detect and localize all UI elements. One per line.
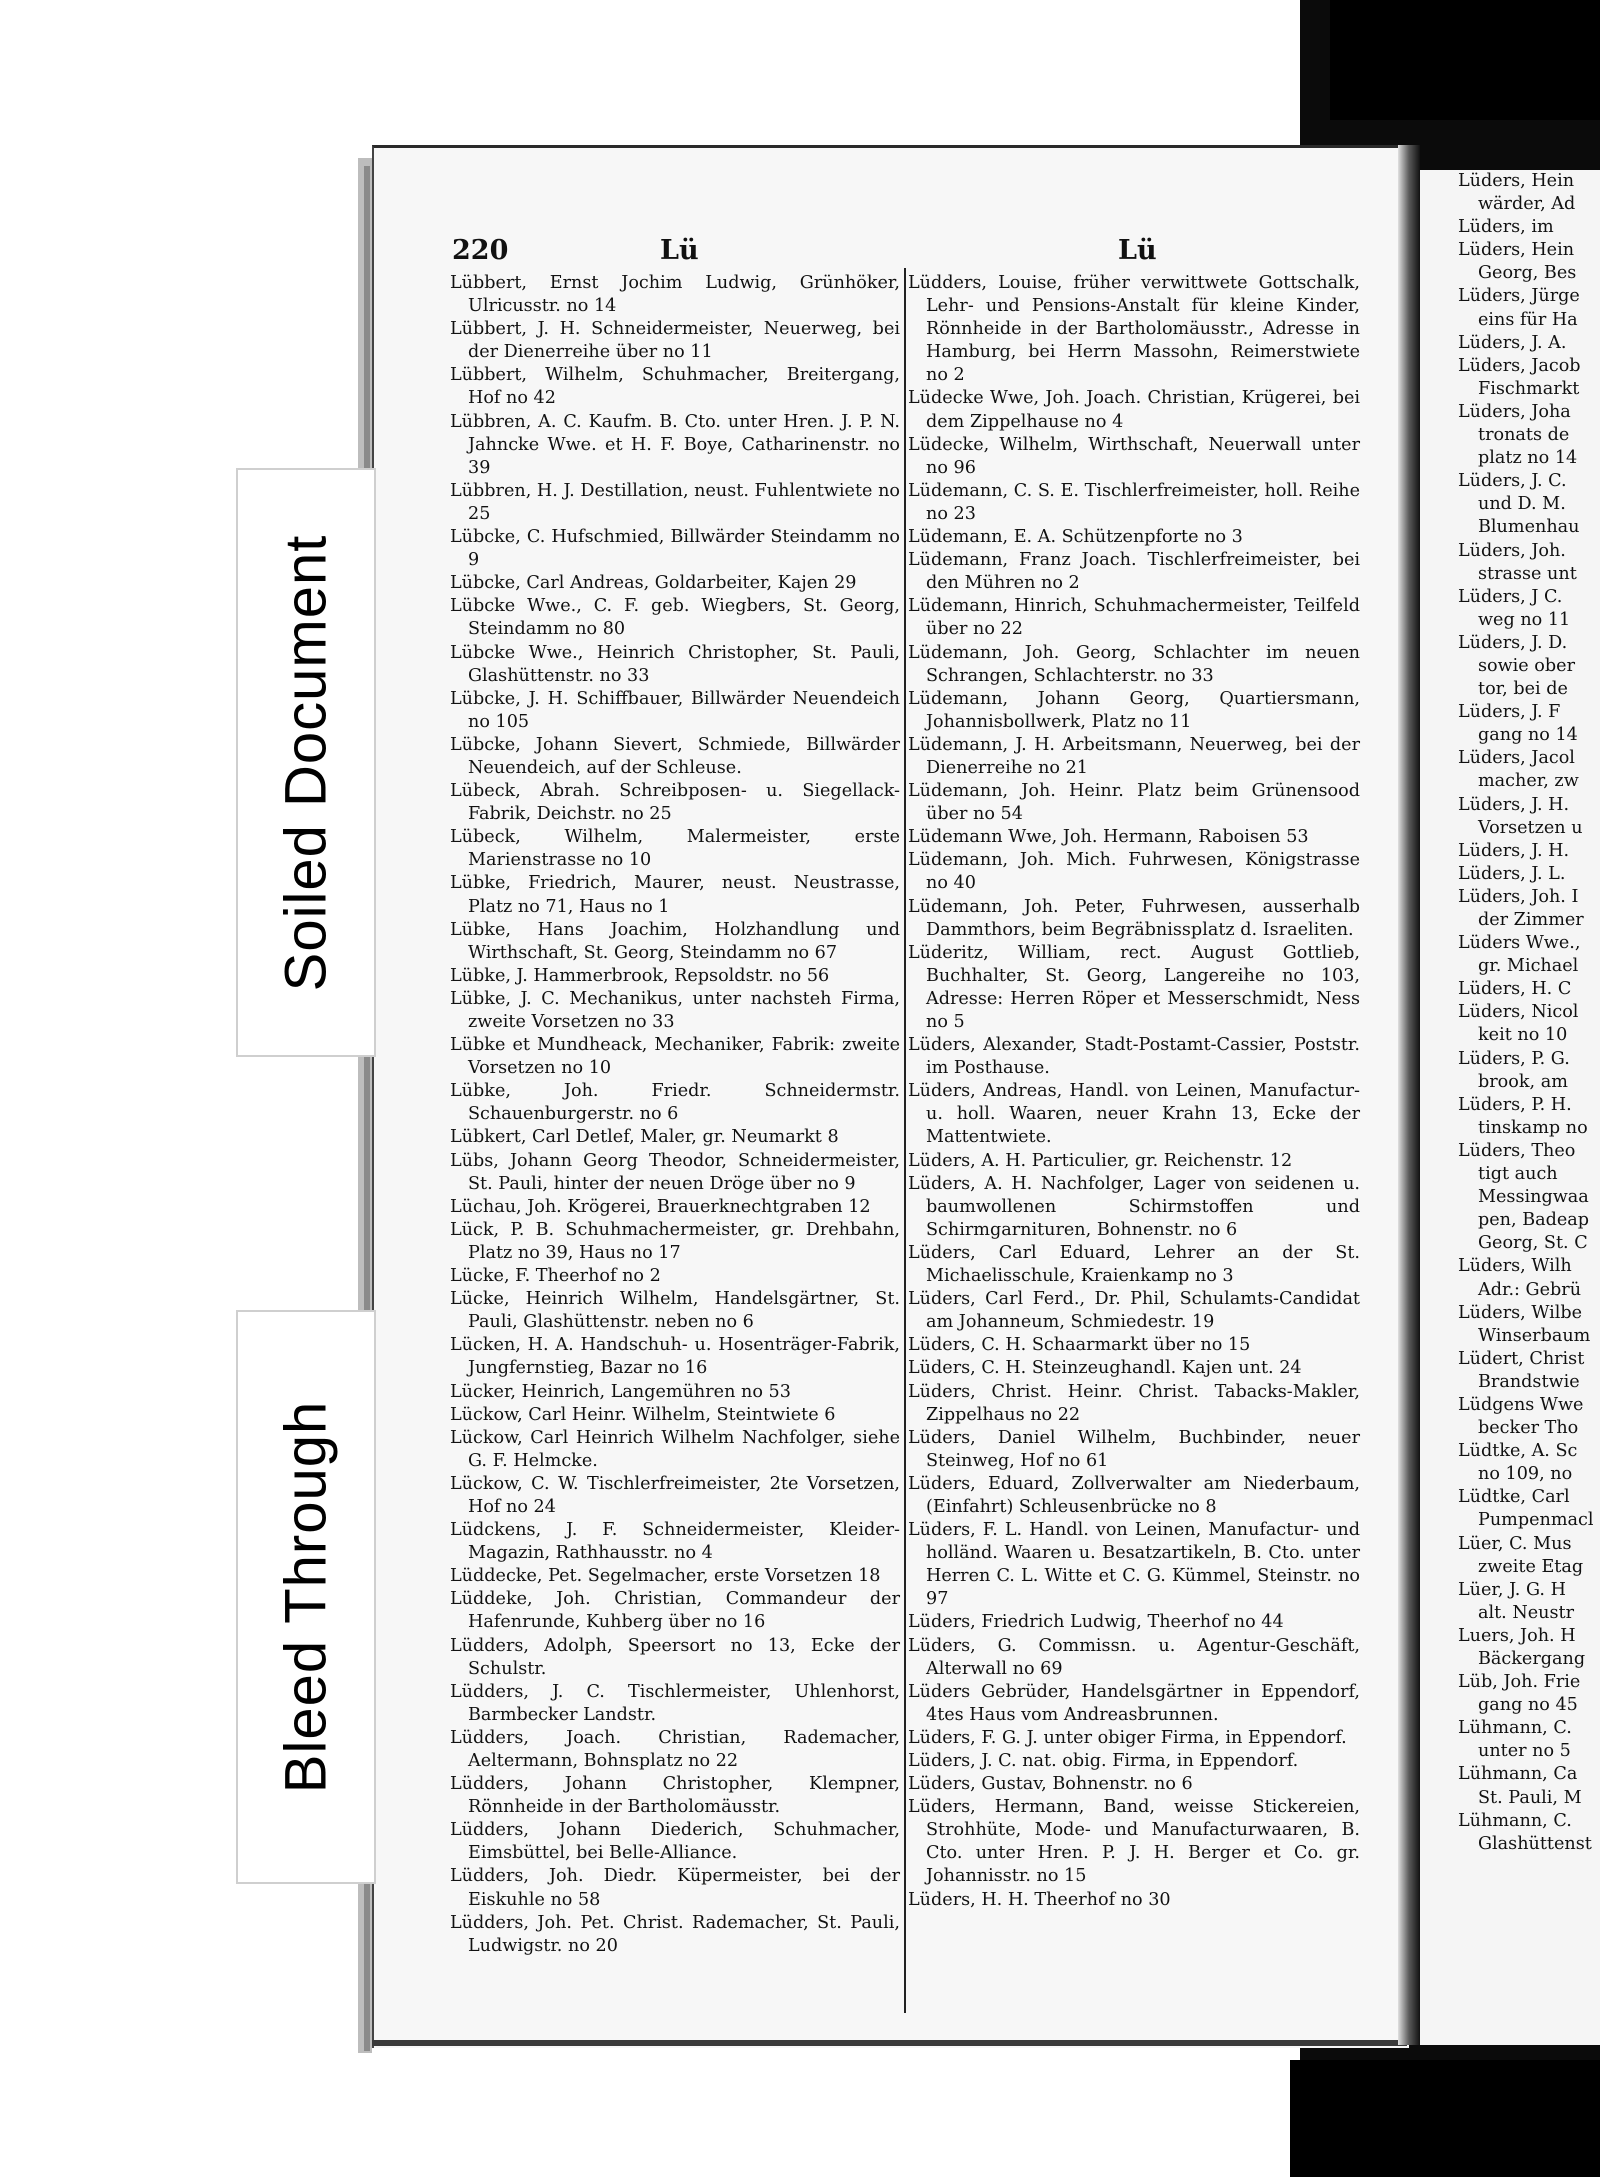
facing-page-line: Pumpenmacl bbox=[1478, 1510, 1594, 1531]
directory-entry: Lübke, J. Hammerbrook, Repsoldstr. no 56 bbox=[450, 965, 830, 986]
directory-entry: Lüders, Christ. Heinr. Christ. Tabacks-Makler, Zippelhaus no 22 bbox=[908, 1381, 1360, 1425]
facing-page-line: Lüders, im bbox=[1458, 217, 1554, 238]
facing-page-line: platz no 14 bbox=[1478, 448, 1578, 469]
facing-page-line: Lüders, Joh. bbox=[1458, 540, 1566, 561]
directory-entry: Lüders, Alexander, Stadt-Postamt-Cassier, Poststr. im Posthause. bbox=[908, 1035, 1360, 1079]
facing-page-line: weg no 11 bbox=[1478, 609, 1571, 630]
directory-entry: Lüdemann, C. S. E. Tischlerfreimeister, holl. Reihe no 23 bbox=[908, 480, 1360, 524]
directory-entry: Lücken, H. A. Handschuh- u. Hosenträger-Fabrik, Jungfernstieg, Bazar no 16 bbox=[450, 1335, 900, 1379]
facing-page-line: Lüders, J. A. bbox=[1458, 332, 1567, 353]
directory-entry: Lüdemann Wwe, Joh. Hermann, Raboisen 53 bbox=[908, 827, 1309, 848]
left-running-head: Lü bbox=[660, 235, 699, 266]
directory-entry: Lüders, H. H. Theerhof no 30 bbox=[908, 1889, 1171, 1910]
facing-page-line: Lühmann, Ca bbox=[1458, 1764, 1578, 1785]
facing-page-line: Lüders, J. H. bbox=[1458, 794, 1570, 815]
facing-page-line: Luers, Joh. H bbox=[1458, 1625, 1576, 1646]
directory-entry: Lüdemann, Franz Joach. Tischlerfreimeister, bei den Mühren no 2 bbox=[908, 550, 1360, 594]
directory-entry: Lübke, J. C. Mechanikus, unter nachsteh Firma, zweite Vorsetzen no 33 bbox=[450, 988, 900, 1032]
facing-page-line: brook, am bbox=[1478, 1071, 1568, 1092]
facing-page-line: tronats de bbox=[1478, 425, 1570, 446]
facing-page-line: Fischmarkt bbox=[1478, 378, 1580, 399]
directory-entry: Lüdemann, Joh. Peter, Fuhrwesen, ausserhalb Dammthors, beim Begräbnissplatz d. Israeliten. bbox=[908, 896, 1360, 940]
directory-entry: Lückow, Carl Heinr. Wilhelm, Steintwiete 6 bbox=[450, 1404, 836, 1425]
facing-page-line: Blumenhau bbox=[1478, 517, 1580, 538]
facing-page-text bbox=[1420, 170, 1600, 1856]
facing-page-line: tigt auch bbox=[1478, 1164, 1558, 1185]
facing-page-line: Lüdtke, A. Sc bbox=[1458, 1441, 1578, 1462]
facing-page-line: Lüders, P. G. bbox=[1458, 1048, 1570, 1069]
facing-page-line: Lüer, C. Mus bbox=[1458, 1533, 1572, 1554]
facing-page-line: gang no 45 bbox=[1478, 1695, 1578, 1716]
directory-entry: Lüders, J. C. nat. obig. Firma, in Eppendorf. bbox=[908, 1751, 1299, 1771]
directory-entry: Lübbert, J. H. Schneidermeister, Neuerweg, bei der Dienerreihe über no 11 bbox=[450, 319, 900, 363]
facing-page-line: Lüders, Joha bbox=[1458, 401, 1571, 422]
directory-entry: Lübbert, Ernst Jochim Ludwig, Grünhöker, Ulricusstr. no 14 bbox=[450, 273, 900, 317]
left-column bbox=[450, 272, 900, 1958]
facing-page-line: Lüders, Jacol bbox=[1458, 748, 1575, 769]
column-divider bbox=[904, 268, 906, 2013]
facing-page-line: Lüders, Nicol bbox=[1458, 1002, 1579, 1023]
directory-entry: Lüdecke Wwe, Joh. Joach. Christian, Krügerei, bei dem Zippelhause no 4 bbox=[908, 388, 1360, 432]
facing-page-line: Lüdert, Christ bbox=[1458, 1348, 1585, 1369]
facing-page-line: Vorsetzen u bbox=[1478, 817, 1583, 838]
directory-entry: Lüders, Andreas, Handl. von Leinen, Manufactur- u. holl. Waaren, neuer Krahn 13, Ecke der Mattentwiete. bbox=[908, 1081, 1360, 1148]
facing-page-line: Lüders, J. H. bbox=[1458, 840, 1570, 861]
facing-page-line: sowie ober bbox=[1478, 655, 1575, 676]
directory-entry: Lübbren, A. C. Kaufm. B. Cto. unter Hren. J. P. N. Jahncke Wwe. et H. F. Boye, Catharinenstr. no 39 bbox=[450, 411, 900, 478]
soiled-document-label bbox=[236, 468, 376, 1057]
facing-page-line: Bäckergang bbox=[1478, 1649, 1586, 1669]
directory-entry: Lüdecke, Wilhelm, Wirthschaft, Neuerwall unter no 96 bbox=[908, 434, 1360, 478]
facing-page-line: Lüders, Wilbe bbox=[1458, 1302, 1583, 1323]
directory-entry: Lüdemann, Joh. Mich. Fuhrwesen, Königstrasse no 40 bbox=[908, 850, 1360, 894]
facing-page-line: Lüders, Wilh bbox=[1458, 1256, 1572, 1277]
directory-entry: Lüdemann, J. H. Arbeitsmann, Neuerweg, bei der Dienerreihe no 21 bbox=[908, 734, 1360, 778]
scanner-shadow-bottom bbox=[1290, 2060, 1600, 2177]
facing-page-line: Lüdgens Wwe bbox=[1458, 1394, 1584, 1415]
directory-entry: Lüdemann, Johann Georg, Quartiersmann, Johannisbollwerk, Platz no 11 bbox=[908, 688, 1360, 732]
facing-page-line: zweite Etag bbox=[1478, 1556, 1584, 1577]
directory-entry: Lüders, Carl Eduard, Lehrer an der St. Michaelisschule, Kraienkamp no 3 bbox=[908, 1242, 1360, 1287]
directory-entry: Lückow, C. W. Tischlerfreimeister, 2te Vorsetzen, Hof no 24 bbox=[450, 1473, 900, 1517]
facing-page-line: no 109, no bbox=[1478, 1464, 1573, 1485]
facing-page-line: Lüders, J C. bbox=[1458, 586, 1563, 607]
directory-entry: Lüdckens, J. F. Schneidermeister, Kleider-Magazin, Rathhausstr. no 4 bbox=[450, 1520, 900, 1564]
facing-page-line: der Zimmer bbox=[1478, 910, 1584, 930]
bleed-through-label bbox=[236, 1310, 376, 1884]
right-running-head: Lü bbox=[1118, 235, 1157, 266]
soiled-document-text: Soiled Document bbox=[273, 534, 339, 991]
facing-page-line: Adr.: Gebrü bbox=[1478, 1279, 1582, 1300]
facing-page bbox=[1420, 170, 1600, 2045]
directory-entry: Lüders, Friedrich Ludwig, Theerhof no 44 bbox=[908, 1612, 1284, 1633]
facing-page-line: Lüders, Hein bbox=[1458, 171, 1575, 191]
directory-entry: Lübbren, H. J. Destillation, neust. Fuhlentwiete no 25 bbox=[450, 480, 900, 524]
facing-page-line: tinskamp no bbox=[1478, 1117, 1588, 1138]
facing-page-line: Lüders, Jacob bbox=[1458, 355, 1581, 376]
facing-page-line: Brandstwie bbox=[1478, 1371, 1580, 1392]
facing-page-line: Lüders, Theo bbox=[1458, 1140, 1576, 1161]
directory-entry: Lübke, Hans Joachim, Holzhandlung und Wirthschaft, St. Georg, Steindamm no 67 bbox=[450, 919, 900, 963]
directory-entry: Lübcke, Carl Andreas, Goldarbeiter, Kajen 29 bbox=[450, 573, 857, 594]
facing-page-line: Georg, Bes bbox=[1478, 263, 1577, 284]
facing-page-line: Lüders, J. F bbox=[1458, 702, 1561, 723]
directory-entry: Lüders, Daniel Wilhelm, Buchbinder, neuer Steinweg, Hof no 61 bbox=[908, 1427, 1360, 1471]
facing-page-line: Lüders, J. D. bbox=[1458, 632, 1568, 653]
facing-page-line: Lüders, H. C bbox=[1458, 979, 1572, 1000]
facing-page-line: eins für Ha bbox=[1478, 309, 1578, 330]
directory-entry: Lübcke Wwe., Heinrich Christopher, St. Pauli, Glashüttenstr. no 33 bbox=[450, 642, 900, 686]
facing-page-line: tor, bei de bbox=[1478, 679, 1568, 700]
facing-page-line: Lüders, P. H. bbox=[1458, 1094, 1572, 1115]
facing-page-line: pen, Badeap bbox=[1478, 1210, 1590, 1231]
directory-entry: Lübbert, Wilhelm, Schuhmacher, Breitergang, Hof no 42 bbox=[450, 365, 900, 409]
directory-entry: Lüdders, Johann Christopher, Klempner, Rönnheide in der Bartholomäusstr. bbox=[450, 1774, 900, 1818]
scanner-shadow bbox=[1330, 0, 1600, 120]
directory-entry: Lüchau, Joh. Krögerei, Brauerknechtgraben 12 bbox=[450, 1196, 871, 1217]
facing-page-line: Lüders, Jürge bbox=[1458, 286, 1580, 307]
directory-entry: Lüders, A. H. Nachfolger, Lager von seidenen u. baumwollenen Schirmstoffen und Schirmgarnituren, Bohnenstr. no 6 bbox=[908, 1173, 1360, 1240]
directory-entry: Lüders, Hermann, Band, weisse Stickereien, Strohhüte, Mode- und Manufacturwaaren, B. Cto. unter Hren. P. J. H. Berger et Co. gr. Johannisstr. no 15 bbox=[908, 1797, 1360, 1887]
directory-entry: Lücker, Heinrich, Langemühren no 53 bbox=[450, 1381, 791, 1402]
facing-page-line: St. Pauli, M bbox=[1478, 1787, 1582, 1808]
facing-page-line: Glashüttenst bbox=[1478, 1833, 1592, 1854]
facing-page-line: macher, zw bbox=[1478, 771, 1579, 792]
directory-entry: Lübcke, C. Hufschmied, Billwärder Steindamm no 9 bbox=[450, 527, 900, 571]
directory-entry: Lüders, Gustav, Bohnenstr. no 6 bbox=[908, 1774, 1193, 1795]
facing-page-line: becker Tho bbox=[1478, 1418, 1579, 1439]
directory-entry: Lübeck, Abrah. Schreibposen- u. Siegellack-Fabrik, Deichstr. no 25 bbox=[450, 781, 900, 825]
facing-page-line: unter no 5 bbox=[1478, 1741, 1571, 1762]
directory-entry: Lüdders, Joach. Christian, Rademacher, Aeltermann, Bohnsplatz no 22 bbox=[450, 1727, 900, 1771]
facing-page-line: Lühmann, C. bbox=[1458, 1810, 1572, 1831]
facing-page-line: Lüders, Joh. I bbox=[1458, 886, 1579, 907]
directory-entry: Lüders, C. H. Schaarmarkt über no 15 bbox=[908, 1335, 1251, 1356]
directory-entry: Lüddecke, Pet. Segelmacher, erste Vorsetzen 18 bbox=[450, 1566, 881, 1587]
facing-page-line: Lüer, J. G. H bbox=[1458, 1579, 1566, 1600]
directory-entry: Lübcke, Johann Sievert, Schmiede, Billwärder Neuendeich, auf der Schleuse. bbox=[450, 734, 900, 778]
directory-entry: Lüders, C. H. Steinzeughandl. Kajen unt. 24 bbox=[908, 1358, 1302, 1379]
directory-entry: Lückow, Carl Heinrich Wilhelm Nachfolger, siehe G. F. Helmcke. bbox=[450, 1427, 900, 1471]
directory-entry: Lüdders, Louise, früher verwittwete Gottschalk, Lehr- und Pensions-Anstalt für kleine Kinder, Rönnheide in der Bartholomäusstr., Adresse in Hamburg, bei Herrn Massohn, Reimerstwiete no 2 bbox=[908, 273, 1360, 386]
facing-page-line: alt. Neustr bbox=[1478, 1602, 1575, 1623]
facing-page-line: wärder, Ad bbox=[1478, 194, 1576, 215]
facing-page-line: Lüb, Joh. Frie bbox=[1458, 1672, 1581, 1693]
directory-entry: Lüders, Carl Ferd., Dr. Phil, Schulamts-Candidat am Johanneum, Schmiedestr. 19 bbox=[908, 1289, 1360, 1333]
right-column bbox=[908, 272, 1360, 1912]
directory-entry: Lübke, Friedrich, Maurer, neust. Neustrasse, Platz no 71, Haus no 1 bbox=[450, 873, 900, 917]
directory-entry: Lübke, Joh. Friedr. Schneidermstr. Schauenburgerstr. no 6 bbox=[450, 1081, 900, 1125]
directory-entry: Lübcke, J. H. Schiffbauer, Billwärder Neuendeich no 105 bbox=[450, 688, 900, 732]
directory-entry: Lüders, F. L. Handl. von Leinen, Manufactur- und holländ. Waaren u. Besatzartikeln, B. Cto. unter Herren C. L. Witte et C. G. Kümmel, Steinstr. no 97 bbox=[908, 1520, 1360, 1610]
directory-entry: Lüdders, Johann Diederich, Schuhmacher, Eimsbüttel, bei Belle-Alliance. bbox=[450, 1820, 900, 1864]
facing-page-line: Messingwaa bbox=[1478, 1187, 1589, 1208]
book-spine bbox=[1398, 145, 1420, 2045]
directory-entry: Lübcke Wwe., C. F. geb. Wiegbers, St. Georg, Steindamm no 80 bbox=[450, 596, 900, 640]
facing-page-line: keit no 10 bbox=[1478, 1025, 1568, 1046]
facing-page-line: und D. M. bbox=[1478, 494, 1566, 515]
directory-entry: Lüdders, Joh. Diedr. Küpermeister, bei der Eiskuhle no 58 bbox=[450, 1866, 900, 1910]
directory-entry: Lüders, G. Commissn. u. Agentur-Geschäft, Alterwall no 69 bbox=[908, 1635, 1360, 1679]
directory-entry: Lüdemann, Hinrich, Schuhmachermeister, Teilfeld über no 22 bbox=[908, 596, 1360, 640]
directory-entry: Lüdemann, Joh. Georg, Schlachter im neuen Schrangen, Schlachterstr. no 33 bbox=[908, 642, 1360, 686]
directory-entry: Lüdders, Adolph, Speersort no 13, Ecke der Schulstr. bbox=[450, 1635, 900, 1679]
facing-page-line: Lüders, J. L. bbox=[1458, 863, 1566, 884]
bleed-through-text: Bleed Through bbox=[273, 1400, 339, 1794]
directory-entry: Lück, P. B. Schuhmachermeister, gr. Drehbahn, Platz no 39, Haus no 17 bbox=[450, 1219, 900, 1263]
page-number: 220 bbox=[452, 235, 509, 266]
page-bottom-edge bbox=[372, 2040, 1407, 2046]
facing-page-line: gr. Michael bbox=[1478, 956, 1579, 977]
directory-entry: Lüdemann, Joh. Heinr. Platz beim Grünensood über no 54 bbox=[908, 781, 1360, 825]
facing-page-line: Lüders, J. C. bbox=[1458, 471, 1567, 492]
facing-page-line: Lüders Wwe., bbox=[1458, 933, 1581, 954]
directory-entry: Lüddeke, Joh. Christian, Commandeur der Hafenrunde, Kuhberg über no 16 bbox=[450, 1589, 900, 1633]
directory-entry: Lüders Gebrüder, Handelsgärtner in Eppendorf, 4tes Haus vom Andreasbrunnen. bbox=[908, 1681, 1360, 1725]
facing-page-line: strasse unt bbox=[1478, 563, 1577, 584]
directory-entry: Lüders, A. H. Particulier, gr. Reichenstr. 12 bbox=[908, 1150, 1293, 1171]
directory-entry: Lüdemann, E. A. Schützenpforte no 3 bbox=[908, 527, 1243, 548]
directory-entry: Lübeck, Wilhelm, Malermeister, erste Marienstrasse no 10 bbox=[450, 827, 900, 871]
directory-entry: Lücke, F. Theerhof no 2 bbox=[450, 1266, 661, 1287]
facing-page-line: Lüdtke, Carl bbox=[1458, 1487, 1570, 1508]
directory-entry: Lüders, Eduard, Zollverwalter am Niederbaum, (Einfahrt) Schleusenbrücke no 8 bbox=[908, 1473, 1360, 1517]
directory-entry: Lüderitz, William, rect. August Gottlieb, Buchhalter, St. Georg, Langereihe no 103, Adresse: Herren Röper et Messerschmidt, Ness no 5 bbox=[908, 942, 1360, 1032]
directory-entry: Lübke et Mundheack, Mechaniker, Fabrik: zweite Vorsetzen no 10 bbox=[450, 1035, 900, 1079]
directory-entry: Lübs, Johann Georg Theodor, Schneidermeister, St. Pauli, hinter der neuen Dröge über no 9 bbox=[450, 1150, 900, 1194]
facing-page-line: Lühmann, C. bbox=[1458, 1718, 1572, 1739]
directory-entry: Lüdders, J. C. Tischlermeister, Uhlenhorst, Barmbecker Landstr. bbox=[450, 1681, 900, 1725]
facing-page-line: Lüders, Hein bbox=[1458, 240, 1575, 261]
directory-entry: Lücke, Heinrich Wilhelm, Handelsgärtner, St. Pauli, Glashüttenstr. neben no 6 bbox=[450, 1289, 900, 1333]
directory-entry: Lüders, F. G. J. unter obiger Firma, in Eppendorf. bbox=[908, 1727, 1347, 1748]
directory-entry: Lübkert, Carl Detlef, Maler, gr. Neumarkt 8 bbox=[450, 1127, 839, 1148]
facing-page-line: Georg, St. C bbox=[1478, 1233, 1588, 1254]
facing-page-line: Winserbaum bbox=[1478, 1325, 1591, 1346]
facing-page-line: gang no 14 bbox=[1478, 725, 1578, 746]
directory-entry: Lüdders, Joh. Pet. Christ. Rademacher, St. Pauli, Ludwigstr. no 20 bbox=[450, 1912, 900, 1956]
